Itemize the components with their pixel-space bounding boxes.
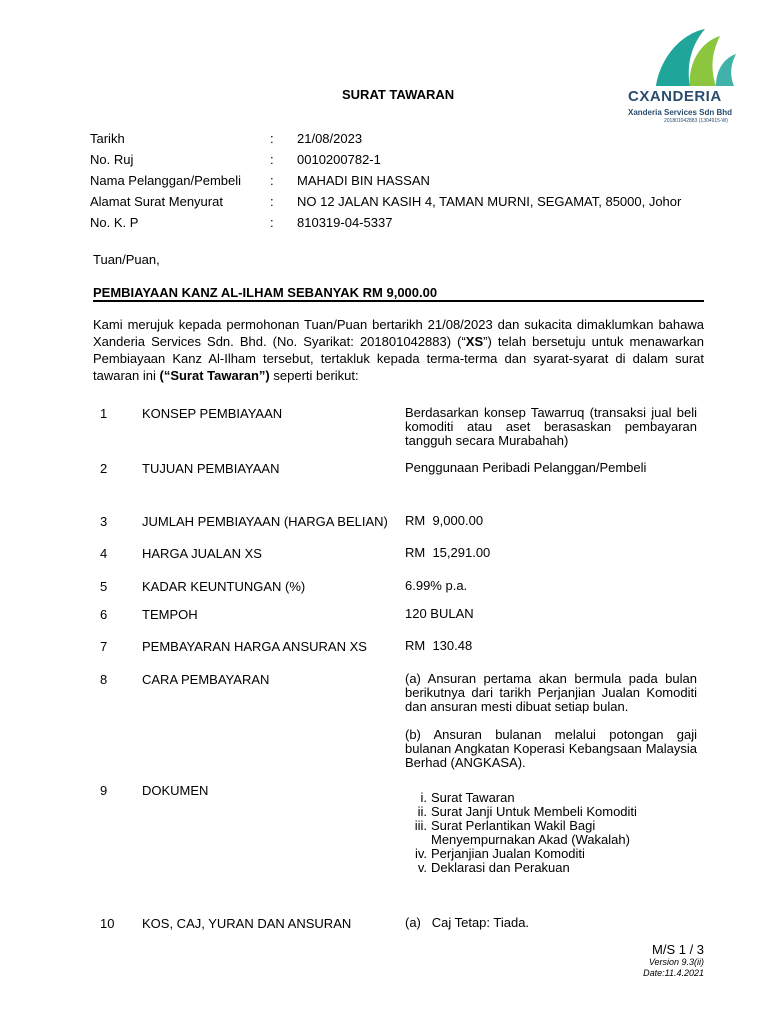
intro-xs: XS: [465, 334, 484, 349]
version-info: [600, 957, 704, 979]
item-number: 4: [100, 546, 108, 561]
item-label: TUJUAN PEMBIAYAAN: [142, 461, 280, 476]
item-label: KOS, CAJ, YURAN DAN ANSURAN: [142, 916, 352, 931]
header-label: No. K. P: [90, 215, 139, 230]
salutation: Tuan/Puan,: [93, 252, 160, 267]
list-number: v.: [417, 860, 427, 875]
header-value: MAHADI BIN HASSAN: [297, 173, 430, 188]
intro-text-3: seperti berikut:: [269, 368, 359, 383]
item-number: 7: [100, 639, 108, 654]
xanderia-wave-icon: [620, 24, 750, 94]
header-value: 21/08/2023: [297, 131, 363, 146]
item-value: RM 9,000.00: [405, 513, 484, 528]
header-value: NO 12 JALAN KASIH 4, TAMAN MURNI, SEGAMAT, 85000, Johor: [297, 194, 682, 209]
item-label: JUMLAH PEMBIAYAAN (HARGA BELIAN): [142, 514, 388, 529]
item-value: RM 130.48: [405, 638, 473, 653]
header-colon: :: [270, 173, 274, 188]
item-number: 8: [100, 672, 108, 687]
list-text: Surat Tawaran: [431, 790, 515, 805]
list-item: [405, 791, 705, 805]
item-number: 5: [100, 579, 108, 594]
item-value: (a) Ansuran pertama akan bermula pada bulan berikutnya dari tarikh Perjanjian Jualan Komoditi dan ansuran mesti dibuat setiap bulan.: [405, 671, 697, 714]
header-colon: :: [270, 194, 274, 209]
list-number: iii.: [414, 818, 427, 833]
item-label: KONSEP PEMBIAYAAN: [142, 406, 283, 421]
page-number: M/S 1 / 3: [652, 942, 705, 957]
list-item: [405, 861, 705, 875]
item-label: CARA PEMBAYARAN: [142, 672, 270, 687]
header-value: 0010200782-1: [297, 152, 381, 167]
list-item: [405, 847, 705, 861]
list-number: iv.: [414, 846, 427, 861]
subject-underline: [93, 300, 704, 302]
item-number: 10: [100, 916, 115, 931]
list-text: Surat Perlantikan Wakil Bagi Menyempurnakan Akad (Wakalah): [431, 818, 630, 847]
logo-company-name: Xanderia Services Sdn Bhd: [628, 108, 733, 117]
list-text: Surat Janji Untuk Membeli Komoditi: [431, 804, 637, 819]
version-label: Version 9.3(ii): [648, 957, 704, 967]
list-item: [405, 819, 656, 847]
company-logo: [620, 24, 750, 134]
list-number: i.: [420, 790, 427, 805]
item-label: HARGA JUALAN XS: [142, 546, 262, 561]
list-text: Deklarasi dan Perakuan: [431, 860, 570, 875]
subject-heading: PEMBIAYAAN KANZ AL-ILHAM SEBANYAK RM 9,000.00: [93, 285, 438, 300]
header-colon: :: [270, 215, 274, 230]
logo-registration: 201801042883 (1304915-W): [664, 118, 728, 124]
documents-list: [405, 791, 705, 875]
item-number: 1: [100, 406, 108, 421]
list-number: ii.: [417, 804, 427, 819]
header-value: 810319-04-5337: [297, 215, 393, 230]
intro-bold-ref: (“Surat Tawaran”): [159, 368, 270, 383]
intro-text-2: ”) telah bersetuju untuk menawarkan Pembiayaan Kanz Al-Ilham tersebut, tertakluk kepada terma-terma dan syarat-syarat di dalam surat tawaran ini: [93, 334, 704, 383]
document-title: SURAT TAWARAN: [342, 87, 455, 102]
intro-paragraph: [93, 316, 704, 384]
header-label: Alamat Surat Menyurat: [90, 194, 223, 209]
item-label: TEMPOH: [142, 607, 198, 622]
version-date: Date:11.4.2021: [643, 968, 704, 978]
list-text: Perjanjian Jualan Komoditi: [431, 846, 585, 861]
item-number: 2: [100, 461, 108, 476]
item-value: Berdasarkan konsep Tawarruq (transaksi jual beli komoditi atau aset berasaskan pembayaran tangguh secara Murabahah): [405, 405, 697, 448]
header-label: Nama Pelanggan/Pembeli: [90, 173, 242, 188]
header-colon: :: [270, 152, 274, 167]
item-value: RM 15,291.00: [405, 545, 491, 560]
item-label: KADAR KEUNTUNGAN (%): [142, 579, 306, 594]
item-number: 9: [100, 783, 108, 798]
item-value-b: (b) Ansuran bulanan melalui potongan gaji bulanan Angkatan Koperasi Kebangsaan Malaysia Berhad (ANGKASA).: [405, 727, 697, 770]
item-label: DOKUMEN: [142, 783, 209, 798]
list-item: [405, 805, 705, 819]
header-label: No. Ruj: [90, 152, 134, 167]
item-value: 6.99% p.a.: [405, 578, 468, 593]
item-number: 3: [100, 514, 108, 529]
logo-brand-text: CXANDERIA: [628, 88, 722, 105]
item-value: (a) Caj Tetap: Tiada.: [405, 915, 530, 930]
item-number: 6: [100, 607, 108, 622]
item-value: 120 BULAN: [405, 606, 474, 621]
item-value: Penggunaan Peribadi Pelanggan/Pembeli: [405, 460, 647, 475]
header-colon: :: [270, 131, 274, 146]
item-label: PEMBAYARAN HARGA ANSURAN XS: [142, 639, 367, 654]
intro-text-1: Kami merujuk kepada permohonan Tuan/Puan bertarikh 21/08/2023 dan sukacita dimaklumkan bahawa Xanderia Services Sdn. Bhd. (No. Syarikat: 201801042883) (“: [93, 317, 704, 349]
header-label: Tarikh: [90, 131, 125, 146]
